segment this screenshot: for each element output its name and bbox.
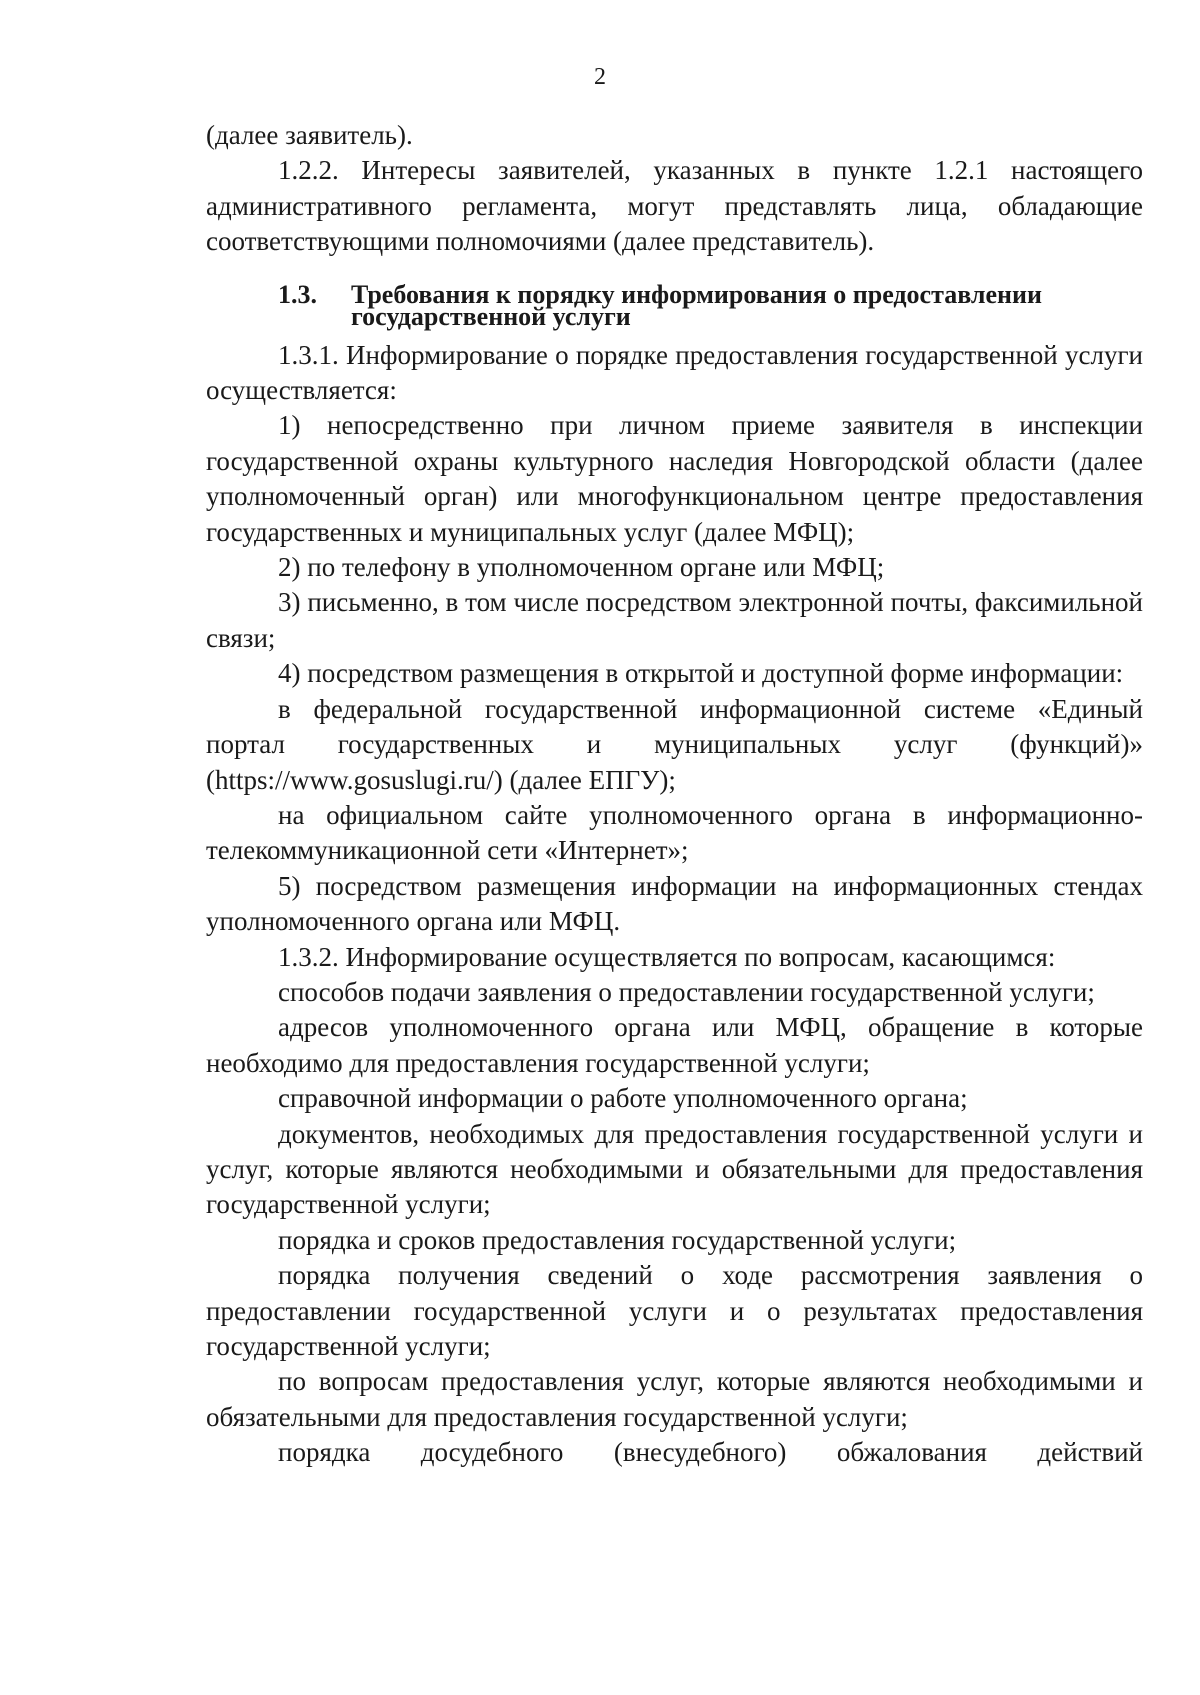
topic-item-appeal-procedure: порядка досудебного (внесудебного) обжалования действий [278, 1437, 1143, 1468]
topic-item-progress-info: порядка получения сведений о ходе рассмотрения заявления о предоставлении государственной услуги и о результатах предоставления государственной услуги; [206, 1260, 1143, 1361]
topic-item-required-services: по вопросам предоставления услуг, которые являются необходимыми и обязательными для предоставления государственной услуги; [206, 1366, 1143, 1432]
page-number: 2 [594, 64, 606, 90]
list-item-4-epgu: в федеральной государственной информационной системе «Единый портал государственных и муниципальных услуг (функций)» (https://www.gosuslugi.ru/) (далее ЕПГУ); [206, 693, 1143, 795]
topic-item-addresses: адресов уполномоченного органа или МФЦ, обращение в которые необходимо для предоставления государственной услуги; [206, 1012, 1143, 1078]
topic-item-documents: документов, необходимых для предоставления государственной услуги и услуг, которые являются необходимыми и обязательными для предоставления государственной услуги; [206, 1118, 1143, 1220]
topic-item-reference-info: справочной информации о работе уполномоченного органа; [278, 1083, 968, 1114]
paragraph-continuation: (далее заявитель). [206, 120, 413, 150]
section-number: 1.3. [278, 279, 317, 309]
list-item-4: 4) посредством размещения в открытой и доступной форме информации: [278, 658, 1124, 689]
paragraph-1-2-2: 1.2.2. Интересы заявителей, указанных в пункте 1.2.1 настоящего административного регламента, могут представлять лица, обладающие соответствующими полномочиями (далее представитель). [206, 155, 1143, 257]
topic-item-submission-methods: способов подачи заявления о предоставлении государственной услуги; [278, 976, 1095, 1007]
document-body [206, 118, 1143, 1471]
list-item-4-website: на официальном сайте уполномоченного органа в информационно-телекоммуникационной сети «Интернет»; [206, 799, 1143, 866]
topic-item-procedure-terms: порядка и сроков предоставления государственной услуги; [278, 1224, 957, 1255]
list-item-2: 2) по телефону в уполномоченном органе или МФЦ; [278, 552, 885, 583]
paragraph-1-3-2: 1.3.2. Информирование осуществляется по вопросам, касающимся: [278, 941, 1056, 972]
list-item-5: 5) посредством размещения информации на информационных стендах уполномоченного органа или МФЦ. [206, 870, 1143, 937]
paragraph-1-3-1: 1.3.1. Информирование о порядке предоставления государственной услуги осуществляется: [206, 339, 1143, 406]
section-title: Требования к порядку информирования о предоставлении государственной услуги [351, 279, 1042, 331]
section-heading-1-3 [206, 279, 1143, 331]
list-item-1: 1) непосредственно при личном приеме заявителя в инспекции государственной охраны культурного наследия Новгородской области (далее уполномоченный орган) или многофункциональном центре предоставления государственных и муниципальных услуг (далее МФЦ); [206, 410, 1143, 547]
list-item-3: 3) письменно, в том числе посредством электронной почты, факсимильной связи; [206, 587, 1143, 653]
